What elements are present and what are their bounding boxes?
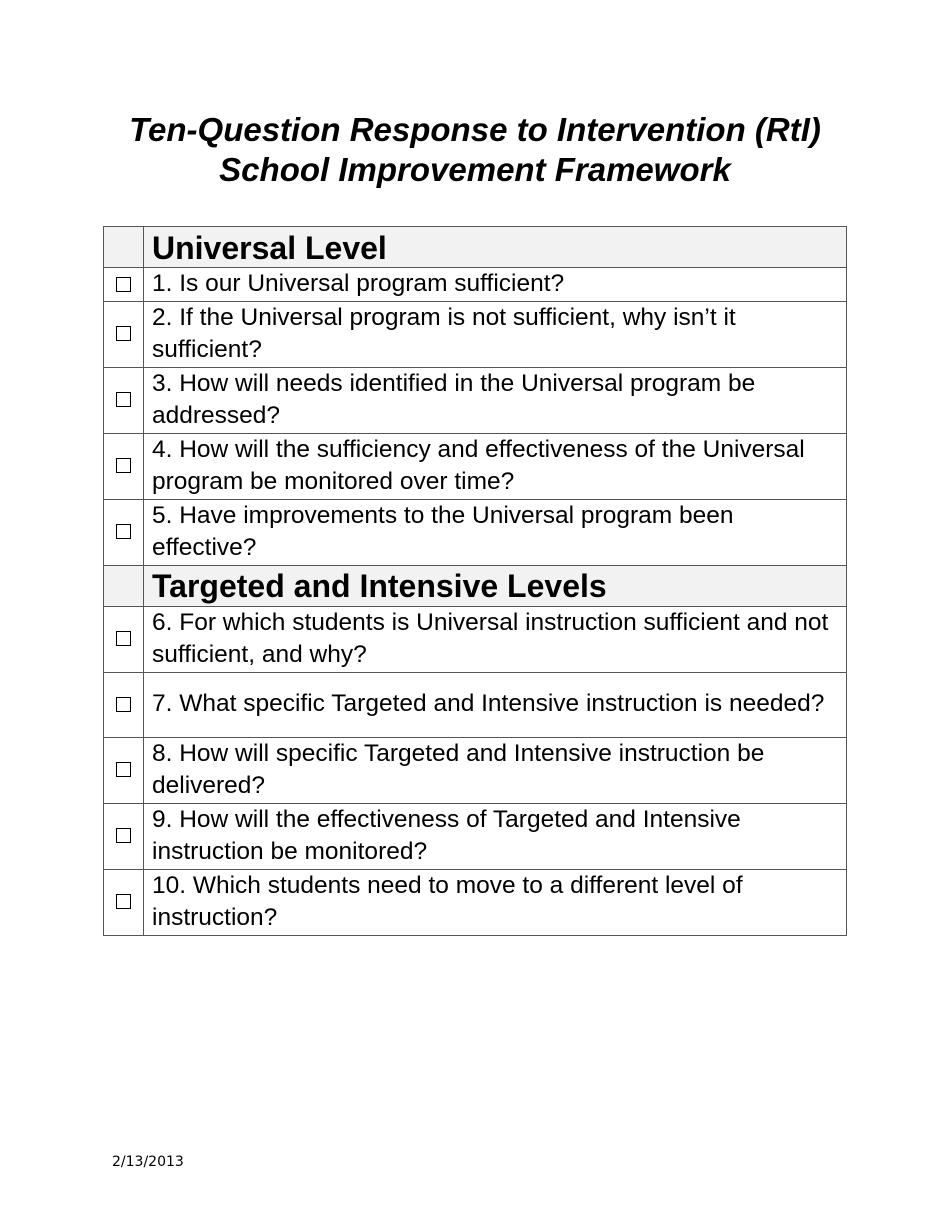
question-text: 2. If the Universal program is not sufficient, why isn’t it sufficient? bbox=[144, 301, 847, 367]
question-1-checkbox[interactable] bbox=[116, 277, 131, 292]
question-10-checkbox[interactable] bbox=[116, 894, 131, 909]
section-heading: Universal Level bbox=[144, 227, 847, 268]
question-row bbox=[104, 737, 847, 803]
question-8-checkbox[interactable] bbox=[116, 762, 131, 777]
question-row bbox=[104, 606, 847, 672]
section-header-universal bbox=[104, 227, 847, 268]
question-row bbox=[104, 433, 847, 499]
rti-checklist-table bbox=[103, 226, 847, 936]
question-text: 6. For which students is Universal instruction sufficient and not sufficient, and why? bbox=[144, 606, 847, 672]
question-3-checkbox[interactable] bbox=[116, 392, 131, 407]
question-text: 9. How will the effectiveness of Targeted and Intensive instruction be monitored? bbox=[144, 803, 847, 869]
question-text: 4. How will the sufficiency and effectiveness of the Universal program be monitored over time? bbox=[144, 433, 847, 499]
question-5-checkbox[interactable] bbox=[116, 524, 131, 539]
section-heading: Targeted and Intensive Levels bbox=[144, 565, 847, 606]
question-row bbox=[104, 499, 847, 565]
question-7-checkbox[interactable] bbox=[116, 697, 131, 712]
section-header-blank-cell bbox=[104, 227, 144, 268]
question-row bbox=[104, 268, 847, 302]
question-row bbox=[104, 869, 847, 935]
question-row bbox=[104, 301, 847, 367]
question-9-checkbox[interactable] bbox=[116, 828, 131, 843]
question-text: 5. Have improvements to the Universal program been effective? bbox=[144, 499, 847, 565]
footer-date: 2/13/2013 bbox=[112, 1154, 184, 1170]
page-title bbox=[0, 110, 950, 190]
page-title-line-2: School Improvement Framework bbox=[219, 151, 731, 188]
question-4-checkbox[interactable] bbox=[116, 458, 131, 473]
question-row bbox=[104, 672, 847, 737]
question-text: 10. Which students need to move to a different level of instruction? bbox=[144, 869, 847, 935]
section-header-blank-cell bbox=[104, 565, 144, 606]
page-title-line-1: Ten-Question Response to Intervention (RtI) bbox=[129, 111, 821, 148]
question-text: 1. Is our Universal program sufficient? bbox=[144, 268, 847, 302]
section-header-targeted-intensive bbox=[104, 565, 847, 606]
question-row bbox=[104, 367, 847, 433]
question-text: 8. How will specific Targeted and Intensive instruction be delivered? bbox=[144, 737, 847, 803]
question-text: 3. How will needs identified in the Universal program be addressed? bbox=[144, 367, 847, 433]
question-row bbox=[104, 803, 847, 869]
question-text: 7. What specific Targeted and Intensive instruction is needed? bbox=[144, 672, 847, 737]
question-6-checkbox[interactable] bbox=[116, 631, 131, 646]
question-2-checkbox[interactable] bbox=[116, 326, 131, 341]
